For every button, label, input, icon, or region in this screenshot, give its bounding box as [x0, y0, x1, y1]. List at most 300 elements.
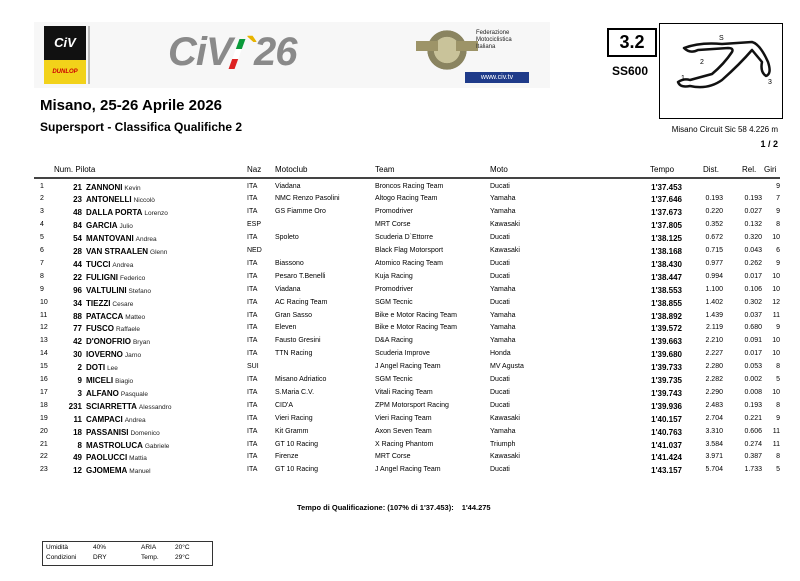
rider-first-name: Domenico	[130, 429, 160, 437]
position: 21	[40, 440, 48, 448]
rider-name	[86, 428, 160, 437]
laps: 7	[776, 195, 780, 203]
laps: 11	[772, 427, 780, 435]
rider-name	[86, 208, 168, 217]
nationality: ITA	[247, 272, 258, 280]
motorcycle: Yamaha	[490, 337, 516, 345]
gap-to-previous: 0.027	[744, 208, 762, 216]
rider-name	[86, 260, 133, 269]
gap-to-leader: 2.119	[706, 324, 723, 332]
rider-last-name: PASSANISI	[86, 427, 129, 437]
rider-number: 28	[73, 247, 82, 256]
table-row	[0, 324, 800, 336]
rider-last-name: MASTROLUCA	[86, 440, 143, 450]
gap-to-leader: 1.100	[705, 285, 723, 293]
fmi-emblem-icon	[424, 27, 470, 73]
rider-last-name: DOTI	[86, 363, 106, 373]
motorcycle: Ducati	[490, 466, 510, 474]
gap-to-leader: 3.971	[705, 453, 723, 461]
position: 11	[40, 311, 48, 319]
laps: 8	[776, 363, 780, 371]
gap-to-previous: 0.193	[744, 195, 762, 203]
lap-time: 1'38.125	[651, 234, 682, 244]
gap-to-previous: 0.606	[744, 427, 762, 435]
table-row	[0, 208, 800, 220]
motoclub: GT 10 Racing	[275, 466, 319, 474]
team: X Racing Phantom	[375, 440, 434, 448]
col-header-moto: Moto	[490, 165, 508, 174]
table-row	[0, 221, 800, 233]
civ-logo-tick: `	[241, 30, 255, 74]
nationality: ITA	[247, 414, 258, 422]
team: SGM Tecnic	[375, 298, 413, 306]
rider-number: 84	[73, 221, 82, 231]
rider-name	[86, 350, 141, 359]
gap-to-previous: 0.221	[744, 414, 762, 422]
motorcycle: Ducati	[490, 298, 510, 306]
rider-name	[86, 389, 148, 398]
table-row	[0, 299, 800, 311]
laps: 12	[772, 298, 780, 306]
fmi-line: Italiana	[476, 44, 496, 50]
motoclub: Fausto Gresini	[275, 337, 321, 345]
position: 22	[40, 453, 48, 461]
team: Vieri Racing Team	[375, 414, 432, 422]
position: 12	[40, 324, 48, 332]
motoclub: Kit Gramm	[275, 427, 309, 435]
fmi-line: Federazione	[476, 30, 510, 36]
rider-first-name: Raffaele	[115, 326, 141, 334]
table-row	[0, 286, 800, 298]
rider-number: 9	[77, 376, 82, 385]
fmi-line: Motociclistica	[476, 37, 512, 43]
rider-number: 42	[73, 337, 82, 347]
position: 9	[40, 285, 44, 293]
motorcycle: Ducati	[490, 401, 510, 409]
position: 3	[40, 208, 44, 216]
rider-number: 22	[73, 272, 82, 282]
conditions-label: Condizioni	[46, 554, 77, 561]
gap-to-previous: 0.002	[744, 376, 762, 383]
nationality: ITA	[247, 259, 258, 267]
rider-last-name: VAN STRAALEN	[86, 247, 149, 256]
gap-to-leader: 2.704	[705, 414, 723, 422]
laps: 10	[772, 388, 780, 396]
lap-time: 1'40.157	[651, 414, 682, 424]
gap-to-previous: 0.017	[744, 350, 762, 358]
motorcycle: Yamaha	[490, 324, 516, 332]
team: ZPM Motorsport Racing	[375, 401, 449, 409]
rider-last-name: FUSCO	[86, 324, 114, 334]
rider-first-name: Cesare	[112, 300, 134, 308]
team: Promodriver	[375, 285, 414, 293]
col-header-tempo: Tempo	[650, 165, 675, 174]
laps: 10	[772, 285, 780, 293]
gap-to-leader: 3.584	[705, 440, 723, 448]
rider-number: 11	[73, 414, 82, 424]
motorcycle: Yamaha	[490, 208, 516, 216]
rider-name	[86, 402, 171, 411]
laps: 6	[776, 247, 780, 254]
position: 10	[40, 298, 48, 306]
motoclub: Viadana	[275, 285, 301, 293]
rider-number: 3	[77, 388, 82, 398]
rider-number: 54	[73, 234, 82, 244]
track-path	[678, 42, 770, 87]
rider-name	[86, 324, 140, 333]
team: J Angel Racing Team	[375, 363, 441, 371]
position: 13	[40, 337, 48, 345]
rider-first-name: Kevin	[124, 184, 141, 192]
track-map	[659, 23, 783, 119]
rider-last-name: MANTOVANI	[86, 234, 134, 244]
team: Vitali Racing Team	[375, 388, 433, 396]
gap-to-leader: 2.227	[705, 350, 723, 358]
gap-to-leader: 2.483	[705, 401, 723, 409]
gap-to-previous: 0.106	[744, 285, 762, 293]
rider-last-name: PATACCA	[86, 311, 124, 321]
gap-to-previous: 0.053	[744, 363, 762, 371]
table-row	[0, 453, 800, 465]
gap-to-previous: 0.043	[744, 247, 762, 254]
track-outline-icon	[660, 24, 782, 118]
lap-time: 1'41.424	[651, 453, 682, 463]
lap-time: 1'37.805	[651, 221, 682, 231]
laps: 5	[776, 466, 780, 474]
lap-time: 1'39.680	[651, 350, 682, 360]
laps: 8	[776, 221, 780, 229]
rider-number: 23	[73, 195, 82, 205]
gap-to-leader: 5.704	[705, 466, 723, 474]
motorcycle: Ducati	[490, 234, 510, 242]
rider-first-name: Matteo	[125, 313, 146, 321]
table-row	[0, 234, 800, 246]
page-number: 1 / 2	[760, 139, 778, 149]
position: 14	[40, 350, 48, 358]
position: 1	[40, 182, 44, 190]
gap-to-previous: 0.017	[744, 272, 762, 280]
rider-first-name: Lee	[107, 365, 118, 373]
rider-first-name: Glenn	[150, 249, 168, 256]
table-row	[0, 415, 800, 427]
position: 6	[40, 247, 44, 254]
motorcycle: MV Agusta	[490, 363, 524, 371]
table-row	[0, 260, 800, 272]
nationality: ITA	[247, 376, 258, 383]
motoclub: Eleven	[275, 324, 297, 332]
lap-time: 1'41.037	[651, 440, 682, 450]
team: Broncos Racing Team	[375, 182, 444, 190]
team: Scuderia Improve	[375, 350, 430, 358]
rider-name	[86, 247, 167, 256]
gap-to-previous: 0.008	[744, 388, 762, 396]
table-row	[0, 273, 800, 285]
laps: 9	[776, 414, 780, 422]
rider-number: 30	[73, 350, 82, 360]
rider-first-name: Andrea	[135, 236, 157, 244]
motoclub: Pesaro T.Benelli	[275, 272, 326, 280]
nationality: ITA	[247, 401, 258, 409]
team: MRT Corse	[375, 453, 411, 461]
rider-name	[86, 195, 155, 204]
gap-to-previous: 0.132	[744, 221, 762, 229]
rider-last-name: ANTONELLI	[86, 195, 132, 205]
emblem-wing-left	[416, 41, 438, 51]
team: Axon Seven Team	[375, 427, 432, 435]
lap-time: 1'37.453	[651, 182, 682, 192]
rider-name	[86, 337, 150, 346]
dunlop-badge-text: DUNLOP	[44, 60, 86, 84]
rider-last-name: MICELI	[86, 376, 114, 385]
rider-last-name: FULIGNI	[86, 272, 118, 282]
lap-time: 1'38.892	[651, 311, 682, 321]
motorcycle: Yamaha	[490, 285, 516, 293]
rider-number: 8	[77, 440, 82, 450]
rider-name	[86, 299, 133, 308]
table-row	[0, 466, 800, 478]
nationality: ESP	[247, 221, 262, 229]
circuit-info: Misano Circuit Sic 58 4.226 m	[671, 125, 778, 134]
table-row	[0, 402, 800, 414]
nationality: ITA	[247, 324, 258, 332]
rider-first-name: Manuel	[129, 468, 151, 476]
lap-time: 1'39.733	[651, 363, 682, 373]
position: 5	[40, 234, 44, 242]
gap-to-leader: 0.220	[705, 208, 723, 216]
gap-to-leader: 1.402	[705, 298, 723, 306]
col-header-dist: Dist.	[703, 165, 719, 174]
nationality: ITA	[247, 285, 258, 293]
rider-name	[86, 466, 151, 475]
gap-to-leader: 2.280	[705, 363, 723, 371]
rider-number: 88	[73, 311, 82, 321]
team: Bike e Motor Racing Team	[375, 311, 457, 319]
humidity-value: 40%	[93, 544, 107, 551]
motorcycle: Kawasaki	[490, 247, 520, 254]
motoclub: Spoleto	[275, 234, 299, 242]
motorcycle: Kawasaki	[490, 414, 520, 422]
motorcycle: Kawasaki	[490, 221, 520, 229]
rider-last-name: TIEZZI	[86, 298, 111, 308]
rider-number: 77	[73, 324, 82, 334]
civ-badge-text: CiV	[44, 26, 86, 60]
nationality: ITA	[247, 298, 258, 306]
motoclub: S.Maria C.V.	[275, 388, 315, 396]
motorcycle: Ducati	[490, 376, 510, 383]
gap-to-previous: 0.302	[744, 298, 762, 306]
motorcycle: Triumph	[490, 440, 516, 448]
motorcycle: Ducati	[490, 259, 510, 267]
laps: 8	[776, 453, 780, 461]
gap-to-previous: 0.274	[744, 440, 762, 448]
rider-last-name: PAOLUCCI	[86, 453, 128, 463]
table-row	[0, 337, 800, 349]
gap-to-leader: 0.715	[705, 247, 723, 254]
nationality: ITA	[247, 427, 258, 435]
lap-time: 1'37.646	[651, 195, 682, 205]
event-title: Misano, 25-26 Aprile 2026	[40, 97, 223, 114]
motorcycle: Ducati	[490, 182, 510, 190]
motorcycle: Yamaha	[490, 427, 516, 435]
laps: 9	[776, 208, 780, 216]
sector-3-label: 3	[768, 79, 772, 86]
table-row	[0, 247, 800, 259]
position: 15	[40, 363, 48, 371]
emblem-wing-right	[456, 41, 478, 51]
table-row	[0, 389, 800, 401]
laps: 10	[772, 272, 780, 280]
rider-name	[86, 376, 133, 385]
team: Kuja Racing	[375, 272, 413, 280]
position: 20	[40, 427, 48, 435]
table-row	[0, 312, 800, 324]
col-header-team: Team	[375, 165, 395, 174]
motorcycle: Ducati	[490, 272, 510, 280]
rider-number: 231	[68, 401, 82, 411]
website-link[interactable]: www.civ.tv	[465, 72, 529, 83]
position: 4	[40, 221, 44, 229]
rider-name	[86, 312, 145, 321]
rider-last-name: ZANNONI	[86, 182, 123, 192]
motorcycle: Yamaha	[490, 311, 516, 319]
header-divider	[34, 177, 780, 179]
rider-name	[86, 273, 145, 282]
gap-to-leader: 2.282	[705, 376, 723, 383]
rider-name	[86, 234, 157, 243]
rider-number: 21	[73, 182, 82, 192]
rider-first-name: Biagio	[115, 378, 134, 385]
rider-last-name: GARCIA	[86, 221, 118, 231]
nationality: NED	[247, 247, 262, 254]
motoclub: NMC Renzo Pasolini	[275, 195, 340, 203]
lap-time: 1'39.936	[651, 401, 682, 411]
position: 19	[40, 414, 48, 422]
rider-number: 49	[73, 453, 82, 463]
gap-to-previous: 0.320	[744, 234, 762, 242]
rider-number: 12	[73, 466, 82, 476]
sector-s-label: S	[719, 35, 724, 42]
motoclub: Viadana	[275, 182, 301, 190]
nationality: ITA	[247, 311, 258, 319]
laps: 5	[776, 376, 780, 383]
rider-name	[86, 363, 118, 372]
motoclub: Gran Sasso	[275, 311, 312, 319]
gap-to-previous: 0.193	[744, 401, 762, 409]
team: MRT Corse	[375, 221, 411, 229]
rider-number: 48	[73, 208, 82, 218]
conditions-value: DRY	[93, 554, 107, 561]
motoclub: CID'A	[275, 401, 294, 409]
laps: 9	[776, 182, 780, 190]
motoclub: Firenze	[275, 453, 299, 461]
laps: 9	[776, 259, 780, 267]
table-row	[0, 363, 800, 375]
session-subtitle: Supersport - Classifica Qualifiche 2	[40, 120, 243, 134]
col-header-num-pilota: Num. Pilota	[54, 165, 96, 174]
class-label: SS600	[612, 64, 649, 78]
team: Altogo Racing Team	[375, 195, 438, 203]
gap-to-previous: 0.387	[744, 453, 762, 461]
lap-time: 1'39.743	[651, 388, 682, 398]
laps: 8	[776, 401, 780, 409]
gap-to-leader: 0.193	[705, 195, 723, 203]
col-header-naz: Naz	[247, 165, 262, 174]
rider-first-name: Niccolò	[133, 197, 155, 205]
rider-last-name: IOVERNO	[86, 350, 123, 360]
civ-logo-text: CiV	[168, 30, 232, 74]
temp-value: 29°C	[175, 554, 190, 561]
col-header-rel: Rel.	[742, 165, 757, 174]
nationality: ITA	[247, 182, 258, 190]
table-row	[0, 441, 800, 453]
rider-name	[86, 415, 146, 424]
motoclub: GS Fiamme Oro	[275, 208, 326, 216]
laps: 9	[776, 324, 780, 332]
motorcycle: Yamaha	[490, 195, 516, 203]
qualification-time	[297, 503, 491, 512]
air-value: 20°C	[175, 544, 190, 551]
lap-time: 1'38.855	[651, 298, 682, 308]
motoclub: Misano Adriatico	[275, 376, 327, 383]
gap-to-leader: 0.672	[705, 234, 723, 242]
gap-to-previous: 0.091	[744, 337, 762, 345]
lap-time: 1'39.663	[651, 337, 682, 347]
gap-to-leader: 0.352	[705, 221, 723, 229]
sector-2-label: 2	[700, 59, 704, 66]
lap-time: 1'37.673	[651, 208, 682, 218]
rider-number: 18	[73, 427, 82, 437]
nationality: ITA	[247, 453, 258, 461]
team: SGM Tecnic	[375, 376, 413, 383]
rider-number: 96	[73, 285, 82, 295]
gap-to-leader: 0.994	[705, 272, 723, 280]
rider-last-name: SCIARRETTA	[86, 401, 137, 411]
gap-to-previous: 0.037	[744, 311, 762, 319]
rider-name	[86, 441, 169, 450]
position: 18	[40, 401, 48, 409]
position: 8	[40, 272, 44, 280]
rider-first-name: Andrea	[124, 416, 146, 424]
civ-dunlop-logo	[44, 26, 90, 84]
table-row	[0, 428, 800, 440]
team: Scuderia D`Ettorre	[375, 234, 433, 242]
motorcycle: Kawasaki	[490, 453, 520, 461]
team: Bike e Motor Racing Team	[375, 324, 457, 332]
gap-to-previous: 0.262	[744, 259, 762, 267]
rider-last-name: CAMPACI	[86, 414, 123, 424]
rider-last-name: VALTULINI	[86, 285, 127, 295]
lap-time: 1'39.735	[651, 376, 682, 385]
humidity-label: Umidità	[46, 544, 69, 551]
rider-name	[86, 221, 133, 230]
lap-time: 1'43.157	[651, 466, 682, 476]
laps: 10	[772, 337, 780, 345]
rider-first-name: Mattia	[129, 455, 147, 463]
motoclub: Vieri Racing	[275, 414, 313, 422]
nationality: ITA	[247, 388, 258, 396]
position: 2	[40, 195, 44, 203]
position: 17	[40, 388, 48, 396]
position: 23	[40, 466, 48, 474]
team: Promodriver	[375, 208, 414, 216]
qualification-value: 1'44.275	[461, 503, 491, 512]
fmi-text	[476, 30, 512, 51]
rider-name	[86, 183, 141, 192]
col-header-giri: Giri	[764, 165, 777, 174]
gap-to-leader: 1.439	[705, 311, 723, 319]
lap-time: 1'40.763	[651, 427, 682, 437]
nationality: ITA	[247, 195, 258, 203]
